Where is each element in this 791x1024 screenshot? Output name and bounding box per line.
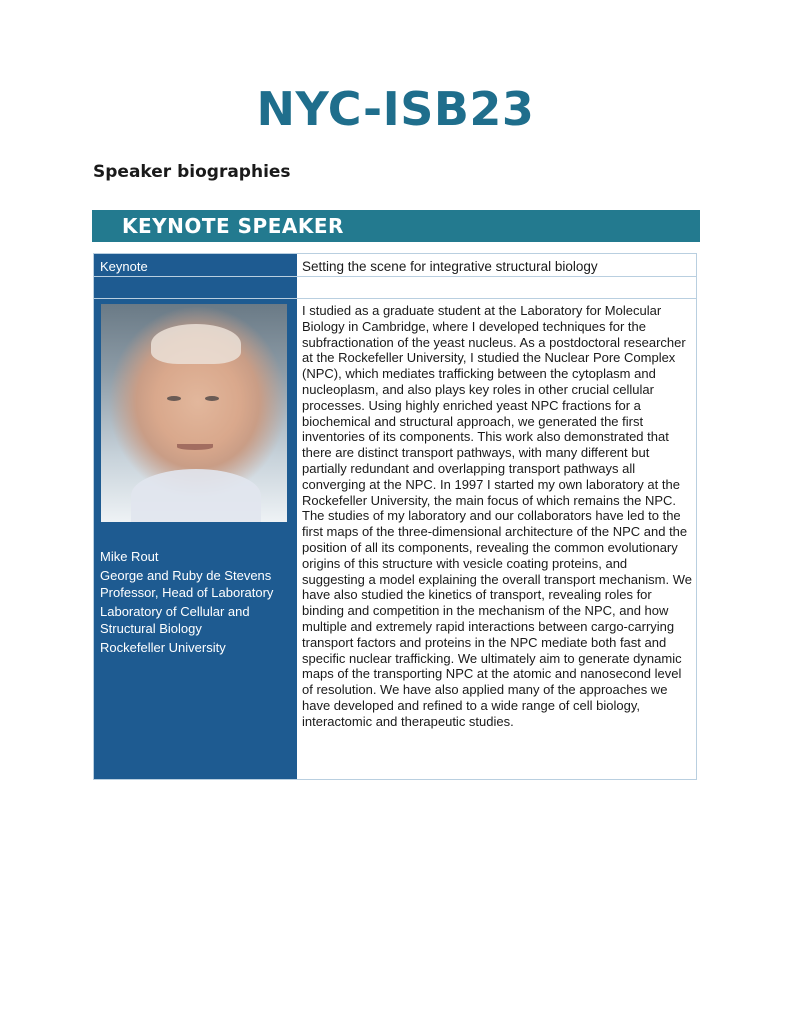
photo-mouth bbox=[177, 444, 213, 450]
section-subtitle: Speaker biographies bbox=[93, 162, 291, 182]
role-label: Keynote bbox=[100, 259, 148, 274]
speaker-photo bbox=[101, 304, 287, 522]
speaker-institution: Rockefeller University bbox=[100, 640, 226, 655]
keynote-banner bbox=[92, 210, 700, 242]
row-divider bbox=[94, 276, 696, 277]
row-divider bbox=[94, 298, 696, 299]
speaker-bio: I studied as a graduate student at the Laboratory for Molecular Biology in Cambridge, where I developed techniques for the subfractionation of the yeast nucleus. As a postdoctoral researcher at the Rockefeller University, I studied the Nuclear Pore Complex (NPC), which mediates trafficking between the cytoplasm and nucleoplasm, and also plays key roles in other crucial cellular processes. Using highly enriched yeast NPC fractions for a biochemical and structural approach, we generated the first inventories of its components. This work also demonstrated that there are distinct transport pathways, with many different but partially redundant and overlapping transport pathways all converging at the NPC. In 1997 I started my own laboratory at the Rockefeller University, the main focus of which remains the NPC. The studies of my laboratory and our collaborators have led to the first maps of the three-dimensional architecture of the NPC and the position of all its components, revealing the common evolutionary origins of this structure with vesicle coating proteins, and suggesting a model explaining the overall transport mechanism. We have also studied the kinetics of transport, revealing roles for binding and competition in the mechanism of the NPC, and how multiple and extremely rapid interactions between cargo-carrying transport factors and proteins in the NPC mediate both fast and specific nuclear trafficking. We ultimately aim to generate dynamic maps of the transporting NPC at the atomic and nanosecond level of resolution. We have also applied many of the approaches we have developed and refined to a wide range of cell biology, interactomic and therapeutic studies. bbox=[302, 303, 692, 729]
speaker-name: Mike Rout bbox=[100, 549, 159, 564]
talk-title: Setting the scene for integrative structural biology bbox=[302, 259, 598, 274]
photo-shirt bbox=[131, 469, 261, 522]
photo-hair bbox=[151, 324, 241, 364]
banner-label: KEYNOTE SPEAKER bbox=[122, 214, 344, 238]
speaker-department: Laboratory of Cellular and Structural Biology bbox=[100, 604, 250, 636]
speaker-info-column bbox=[94, 254, 297, 779]
speaker-position: George and Ruby de Stevens Professor, Head of Laboratory bbox=[100, 568, 274, 600]
speaker-table bbox=[93, 253, 697, 780]
photo-eye bbox=[205, 396, 219, 401]
speaker-details bbox=[100, 548, 292, 658]
page-title: NYC-ISB23 bbox=[256, 82, 535, 136]
photo-eye bbox=[167, 396, 181, 401]
